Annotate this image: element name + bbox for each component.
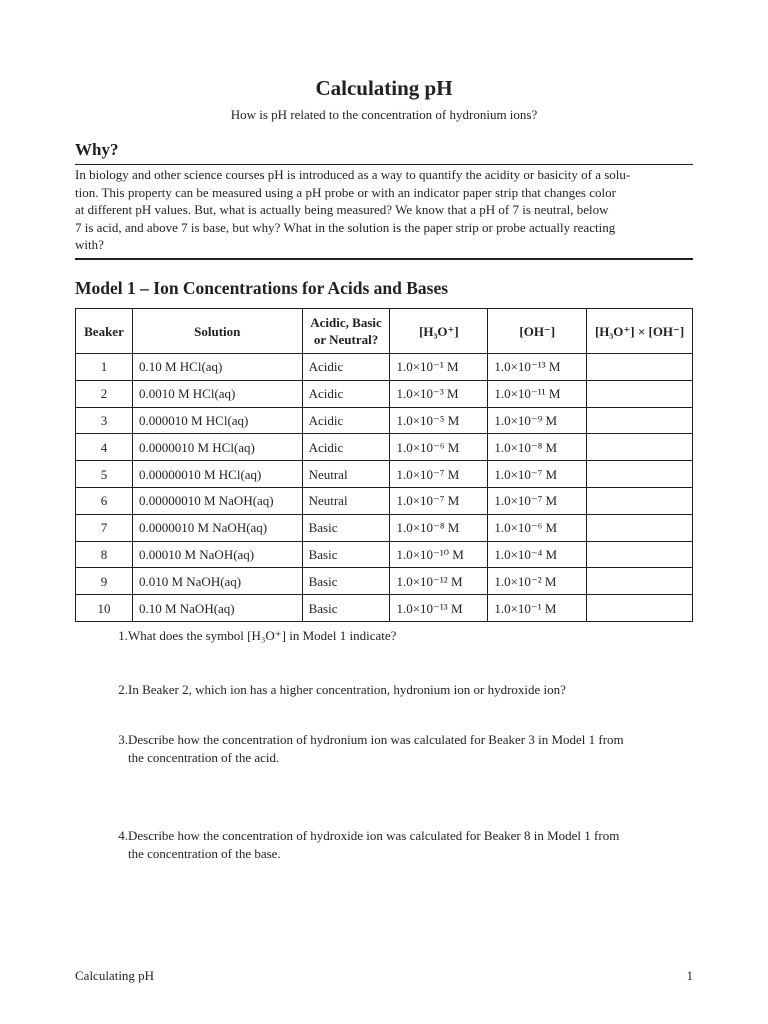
cell-hydronium: 1.0×10⁻⁵ M [390,407,488,434]
table-row [76,354,693,381]
cell-beaker: 4 [76,434,133,461]
section-divider [75,258,693,260]
page-title: Calculating pH [315,76,453,100]
cell-hydronium: 1.0×10⁻⁷ M [390,487,488,514]
header-hydroxide: [OH⁻] [488,309,587,354]
table-row [76,514,693,541]
question-text: What does the symbol [H₃O⁺] in Model 1 indicate? [128,628,397,643]
cell-acidity: Acidic [302,380,390,407]
question-number: 2. [118,682,128,697]
cell-hydroxide: 1.0×10⁻¹ M [488,595,587,622]
question-text: Describe how the concentration of hydronium ion was calculated for Beaker 3 in Model 1 from the concentration of the acid. [128,732,624,765]
header-hydronium: [H₃O⁺] [390,309,488,354]
cell-hydroxide: 1.0×10⁻⁷ M [488,461,587,488]
table-body [76,354,693,622]
cell-hydroxide: 1.0×10⁻⁴ M [488,541,587,568]
cell-beaker: 7 [76,514,133,541]
cell-solution: 0.0000010 M HCl(aq) [132,434,302,461]
cell-solution: 0.10 M NaOH(aq) [132,595,302,622]
cell-solution: 0.0010 M HCl(aq) [132,380,302,407]
question-number: 4. [118,828,128,843]
cell-acidity: Basic [302,541,390,568]
header-acidity [302,309,390,354]
question-text: In Beaker 2, which ion has a higher concentration, hydronium ion or hydroxide ion? [128,682,566,697]
cell-hydroxide: 1.0×10⁻⁶ M [488,514,587,541]
question-text: Describe how the concentration of hydroxide ion was calculated for Beaker 8 in Model 1 from the concentration of the base. [128,828,620,861]
cell-acidity: Basic [302,514,390,541]
table-row [76,434,693,461]
cell-acidity: Acidic [302,434,390,461]
cell-product[interactable] [587,541,693,568]
cell-beaker: 5 [76,461,133,488]
cell-product[interactable] [587,568,693,595]
cell-solution: 0.00010 M NaOH(aq) [132,541,302,568]
cell-acidity: Basic [302,568,390,595]
model-heading: Model 1 – Ion Concentrations for Acids and Bases [75,278,449,298]
cell-beaker: 9 [76,568,133,595]
cell-solution: 0.000010 M HCl(aq) [132,407,302,434]
cell-beaker: 3 [76,407,133,434]
cell-product[interactable] [587,407,693,434]
cell-hydronium: 1.0×10⁻¹² M [390,568,488,595]
footer-title: Calculating pH [75,968,155,983]
cell-hydronium: 1.0×10⁻³ M [390,380,488,407]
cell-hydronium: 1.0×10⁻¹⁰ M [390,541,488,568]
cell-acidity: Basic [302,595,390,622]
cell-hydroxide: 1.0×10⁻⁸ M [488,434,587,461]
cell-hydroxide: 1.0×10⁻⁷ M [488,487,587,514]
cell-product[interactable] [587,514,693,541]
page-number: 1 [686,968,693,983]
cell-hydroxide: 1.0×10⁻¹³ M [488,354,587,381]
cell-hydronium: 1.0×10⁻¹³ M [390,595,488,622]
cell-acidity: Acidic [302,354,390,381]
cell-solution: 0.0000010 M NaOH(aq) [132,514,302,541]
cell-beaker: 1 [76,354,133,381]
cell-hydroxide: 1.0×10⁻⁹ M [488,407,587,434]
cell-product[interactable] [587,380,693,407]
cell-beaker: 10 [76,595,133,622]
cell-solution: 0.10 M HCl(aq) [132,354,302,381]
cell-beaker: 2 [76,380,133,407]
table-row [76,461,693,488]
table-row [76,568,693,595]
table-row [76,595,693,622]
table-header-row [76,309,693,354]
cell-hydronium: 1.0×10⁻⁶ M [390,434,488,461]
header-product: [H₃O⁺] × [OH⁻] [587,309,693,354]
header-solution: Solution [132,309,302,354]
cell-solution: 0.010 M NaOH(aq) [132,568,302,595]
table-row [76,407,693,434]
cell-product[interactable] [587,461,693,488]
cell-product[interactable] [587,434,693,461]
table-row [76,541,693,568]
ion-concentration-table [75,308,693,622]
cell-beaker: 6 [76,487,133,514]
header-beaker: Beaker [76,309,133,354]
why-top-rule [75,164,693,165]
header-acidity-line1: Acidic, Basic [310,315,382,330]
cell-product[interactable] [587,487,693,514]
table-row [76,487,693,514]
table-row [76,380,693,407]
cell-hydroxide: 1.0×10⁻² M [488,568,587,595]
page-subtitle: How is pH related to the concentration of hydronium ions? [230,107,538,122]
cell-beaker: 8 [76,541,133,568]
cell-acidity: Neutral [302,487,390,514]
why-paragraph: In biology and other science courses pH is introduced as a way to quantify the acidity or basicity of a solu- tion. This property can be measured using a pH probe or with an indicator paper strip that changes color at different pH values. But, what is actually being measured? We know that a pH of 7 is neutral, below 7 is acid, and above 7 is base, but why? What in the solution is the paper strip or probe actually reacting with? [75,167,631,252]
cell-solution: 0.00000010 M HCl(aq) [132,461,302,488]
cell-product[interactable] [587,595,693,622]
cell-hydronium: 1.0×10⁻⁸ M [390,514,488,541]
cell-hydronium: 1.0×10⁻¹ M [390,354,488,381]
header-acidity-line2: or Neutral? [313,332,379,347]
cell-solution: 0.00000010 M NaOH(aq) [132,487,302,514]
why-heading: Why? [75,140,119,159]
cell-acidity: Acidic [302,407,390,434]
cell-product[interactable] [587,354,693,381]
cell-hydronium: 1.0×10⁻⁷ M [390,461,488,488]
cell-hydroxide: 1.0×10⁻¹¹ M [488,380,587,407]
question-number: 3. [118,732,128,747]
question-number: 1. [118,628,128,643]
cell-acidity: Neutral [302,461,390,488]
